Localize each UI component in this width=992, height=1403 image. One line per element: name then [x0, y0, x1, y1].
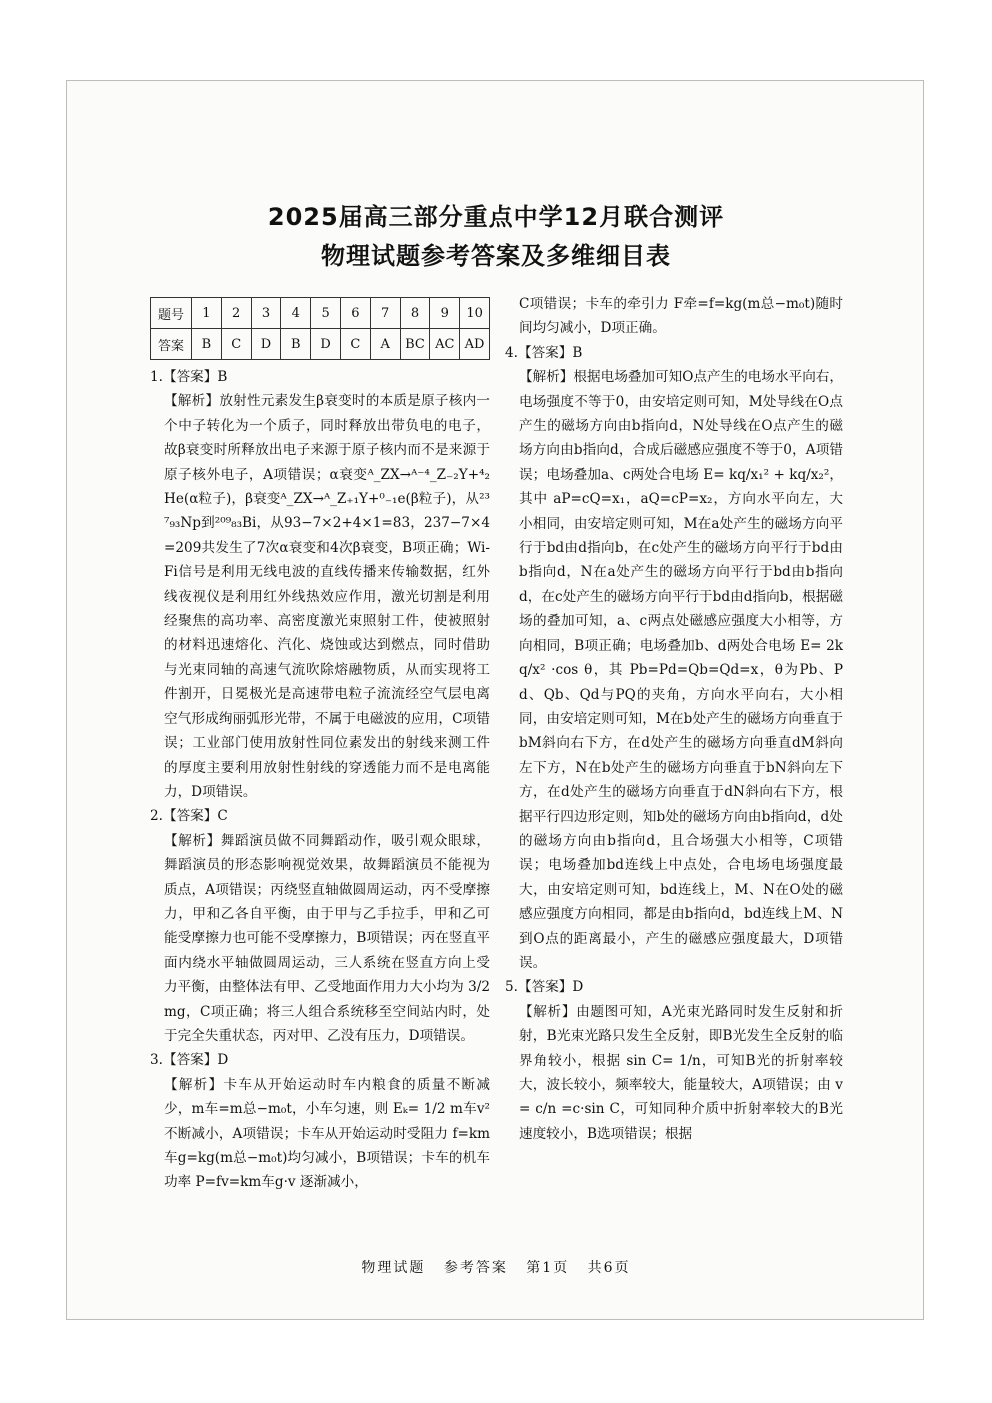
- explanation-5: 【解析】由题图可知，A光束光路同时发生反射和折射，B光束光路只发生全反射，即B光发生全反射的临界角较小，根据 sin C= 1/n，可知B光的折射率较大，波长较小，频率较大，能量较大，A项错误；由 v= c/n =c·sin C，可知同种介质中折射率较大的B光速度较小，B选项错误；根据: [519, 1003, 843, 1142]
- answer-table-number-row: [151, 298, 490, 329]
- answer-cell: B: [281, 329, 311, 360]
- document-subtitle: 物理试题参考答案及多维细目表: [321, 242, 671, 270]
- answer-heading-2: 2.【答案】C: [150, 808, 228, 825]
- explanation-4: 【解析】根据电场叠加可知O点产生的电场水平向右，电场强度不等于0，由安培定则可知，M处导线在O点产生的磁场方向由b指向d，N处导线在O点产生的磁场方向由b指向d，合成后磁感应强度不等于0，A项错误；电场叠加a、c两处合电场 E= kq/x₁² + kq/x₂²，其中 aP=cQ=x₁，aQ=cP=x₂，方向水平向左，大小相同，由安培定则可知，M在a处产生的磁场方向平行于bd由d指向b，在c处产生的磁场方向平行于bd由b指向d，N在a处产生的磁场方向平行于bd由b指向d，在c处产生的磁场方向平行于bd由d指向b，根据磁场的叠加可知，a、c两点处磁感应强度大小相等，方向相同，B项正确；电场叠加b、d两处合电场 E= 2kq/x² ·cos θ，其 Pb=Pd=Qb=Qd=x，θ为Pb、Pd、Qb、Qd与PQ的夹角，方向水平向右，大小相同，由安培定则可知，M在b处产生的磁场方向垂直于bM斜向右下方，在d处产生的磁场方向垂直dM斜向左下方，N在b处产生的磁场方向垂直于bN斜向左下方，在d处产生的磁场方向垂直于dN斜向右下方，根据平行四边形定则，知b处的磁场方向由b指向d，d处的磁场方向由b指向d，且合场强大小相等，C项错误；电场叠加bd连线上中点处，合电场电场强度最大，由安培定则可知，bd连线上，M、N在O处的磁感应强度方向相同，都是由b指向d，bd连线上M、N到O点的距离最小，产生的磁感应强度最大，D项错误。: [519, 369, 843, 971]
- document-title: 2025届高三部分重点中学12月联合测评: [267, 203, 725, 231]
- question-number: 8: [400, 298, 430, 329]
- explanation-1: 【解析】放射性元素发生β衰变时的本质是原子核内一个中子转化为一个质子，同时释放出带负电的电子，故β衰变时所释放出电子来源于原子核内而不是来源于原子核外电子，A项错误；α衰变ᴬ_ZX→ᴬ⁻⁴_Z₋₂Y+⁴₂He(α粒子)，β衰变ᴬ_ZX→ᴬ_Z₊₁Y+⁰₋₁e(β粒子)，从²³⁷₉₃Np到²⁰⁹₈₃Bi，从93−7×2+4×1=83，237−7×4=209共发生了7次α衰变和4次β衰变，B项正确；Wi-Fi信号是利用无线电波的直线传播来传输数据，红外线夜视仪是利用红外线热效应作用，激光切割是利用经聚焦的高功率、高密度激光束照射工件，使被照射的材料迅速熔化、汽化、烧蚀或达到燃点，同时借助与光束同轴的高速气流吹除熔融物质，从而实现将工件割开，日冕极光是高速带电粒子流流经空气层电离空气形成绚丽弧形光带，不属于电磁波的应用，C项错误；工业部门使用放射性同位素发出的射线来测工件的厚度主要利用放射性射线的穿透能力而不是电离能力，D项错误。: [164, 393, 490, 800]
- question-number: 4: [281, 298, 311, 329]
- footer-subject: 物理试题: [361, 1260, 426, 1276]
- footer-total: 共6页: [587, 1260, 631, 1276]
- answer-cell: BC: [400, 329, 430, 360]
- answer-heading-3: 3.【答案】D: [150, 1052, 229, 1069]
- answer-table-answer-row: [151, 329, 490, 360]
- answer-cell: AD: [460, 329, 490, 360]
- question-number: 3: [251, 298, 281, 329]
- answer-heading-1: 1.【答案】B: [150, 369, 228, 385]
- answer-table-answer-head: 答案: [151, 329, 192, 360]
- answer-table: [150, 297, 490, 360]
- question-number: 2: [221, 298, 251, 329]
- left-column: [150, 365, 490, 1195]
- answer-cell: B: [192, 329, 222, 360]
- explanation-3-continued: C项错误；卡车的牵引力 F牵=f=kg(m总−m₀t)随时间均匀减小，D项正确。: [519, 296, 843, 337]
- page-footer: [0, 1257, 992, 1277]
- explanation-3: 【解析】卡车从开始运动时车内粮食的质量不断减少，m车=m总−m₀t，小车匀速，则 Eₖ= 1/2 m车v² 不断减小，A项错误；卡车从开始运动时受阻力 f=km车g=kg(m总−m₀t)均匀减小，B项错误；卡车的机车功率 P=fv=km车g·v 逐渐减小，: [164, 1076, 490, 1191]
- answer-cell: C: [221, 329, 251, 360]
- answer-heading-5: 5.【答案】D: [505, 979, 584, 996]
- answer-cell: AC: [430, 329, 460, 360]
- explanation-2: 【解析】舞蹈演员做不同舞蹈动作，吸引观众眼球，舞蹈演员的形态影响视觉效果，故舞蹈演员不能视为质点，A项错误；丙绕竖直轴做圆周运动，丙不受摩擦力，甲和乙各自平衡，由于甲与乙手拉手，甲和乙可能受摩擦力也可能不受摩擦力，B项错误；丙在竖直平面内绕水平轴做圆周运动，三人系统在竖直方向上受力平衡，由整体法有甲、乙受地面作用力大小均为 3/2 mg，C项正确；将三人组合系统移至空间站内时，处于完全失重状态，丙对甲、乙没有压力，D项错误。: [164, 832, 490, 1044]
- answer-cell: A: [370, 329, 400, 360]
- answer-cell: D: [311, 329, 341, 360]
- answer-cell: D: [251, 329, 281, 360]
- answer-table-number-head: 题号: [151, 298, 192, 329]
- question-number: 6: [340, 298, 370, 329]
- question-number: 1: [192, 298, 222, 329]
- right-column: [505, 292, 843, 1146]
- question-number: 5: [311, 298, 341, 329]
- answer-cell: C: [340, 329, 370, 360]
- question-number: 10: [460, 298, 490, 329]
- question-number: 7: [370, 298, 400, 329]
- footer-page: 第1页: [526, 1260, 570, 1276]
- question-number: 9: [430, 298, 460, 329]
- footer-type: 参考答案: [443, 1260, 508, 1276]
- answer-heading-4: 4.【答案】B: [505, 344, 583, 361]
